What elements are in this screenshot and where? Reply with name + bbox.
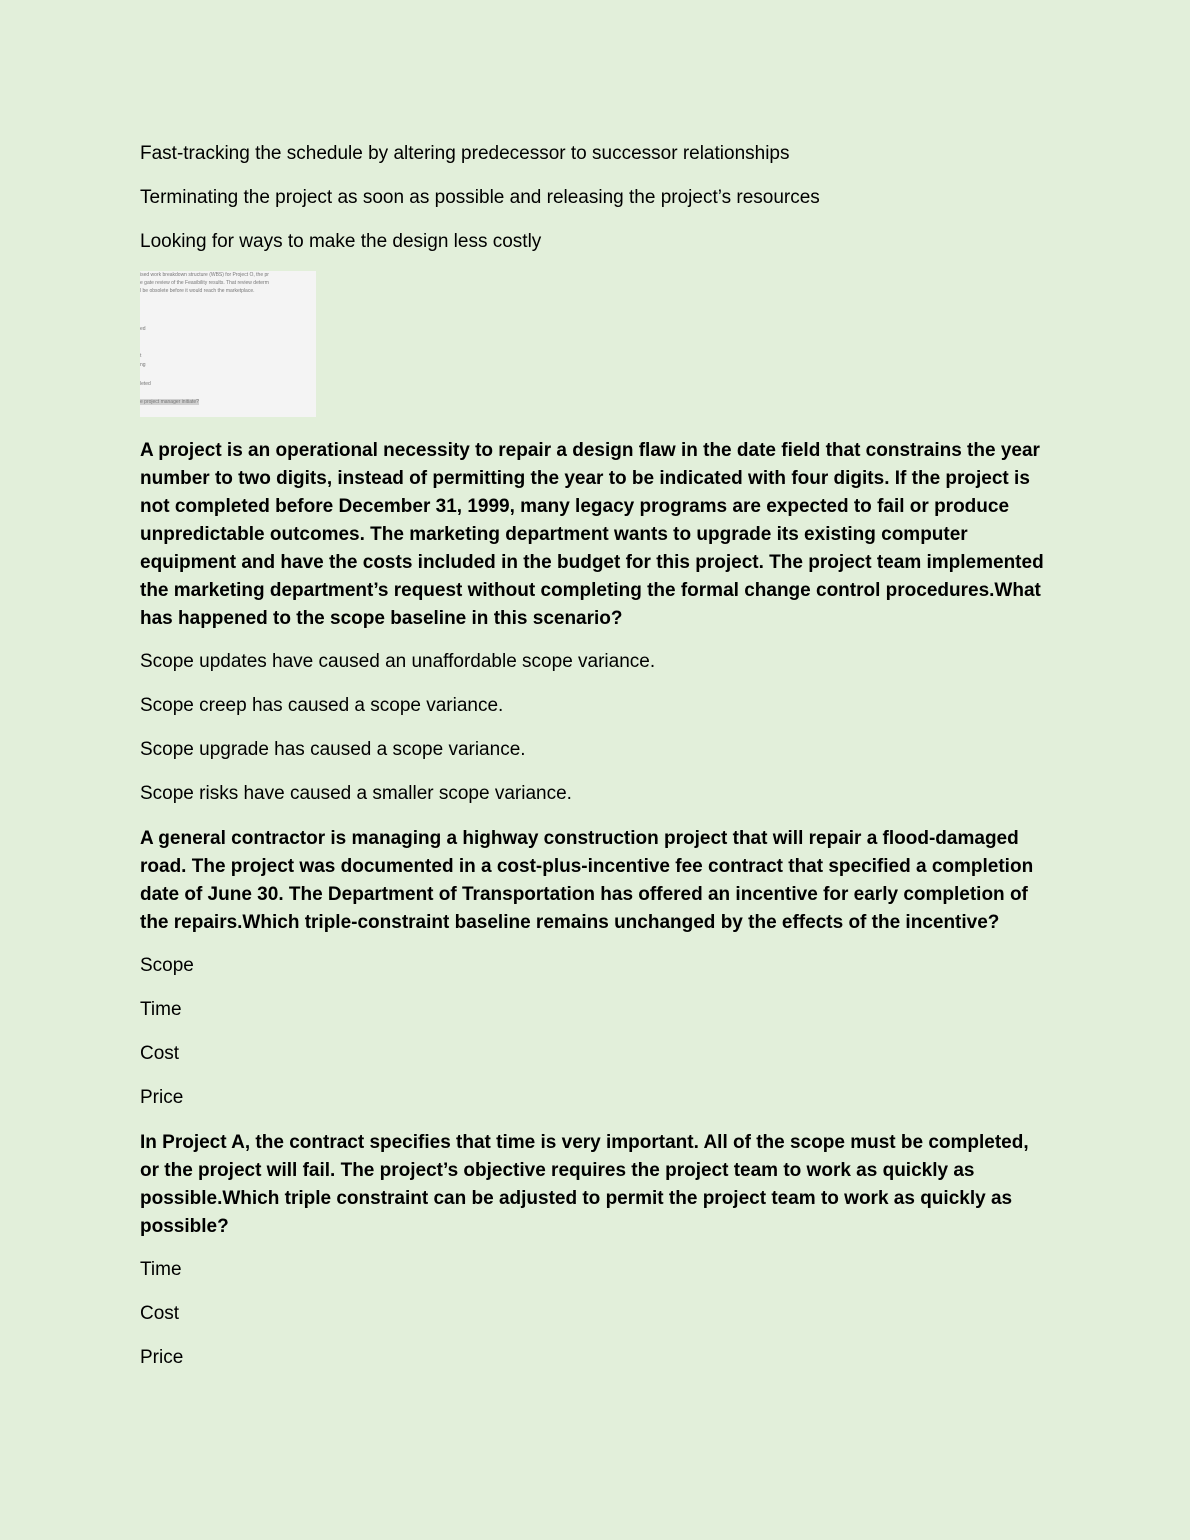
thumbnail-text-line: ised work breakdown structure (WBS) for Project O, the pr <box>140 272 269 278</box>
embedded-screenshot-thumbnail <box>140 271 316 417</box>
answer-option: Scope upgrade has caused a scope variance. <box>140 739 526 760</box>
answer-option: Price <box>140 1347 184 1368</box>
answer-option: Looking for ways to make the design less costly <box>140 231 542 252</box>
answer-option: Time <box>140 999 182 1020</box>
thumbnail-text-line: l be obsolete before it would reach the marketplace. <box>140 288 255 294</box>
thumbnail-highlight: e project manager initiate? <box>140 399 199 405</box>
thumbnail-text-line <box>140 399 199 405</box>
thumbnail-text-line: ed <box>140 326 146 332</box>
question-text: A general contractor is managing a highway construction project that will repair a flood-damaged road. The project was documented in a cost-plus-incentive fee contract that specified a completion date of June 30. The Department of Transportation has offered an incentive for early completion of the repairs.Which triple-constraint baseline remains unchanged by the effects of the incentive? <box>140 828 1034 933</box>
thumbnail-text-line: e gate review of the Feasibility results. That review determ <box>140 280 269 286</box>
document-page <box>140 141 1050 1389</box>
answer-option: Time <box>140 1259 182 1280</box>
answer-option: Price <box>140 1087 184 1108</box>
thumbnail-text-line: leted <box>140 381 151 387</box>
answer-option: Scope <box>140 955 194 976</box>
answer-option: Fast-tracking the schedule by altering predecessor to successor relationships <box>140 143 790 164</box>
answer-option: Cost <box>140 1043 180 1064</box>
answer-option: Scope risks have caused a smaller scope variance. <box>140 783 572 804</box>
answer-option: Cost <box>140 1303 180 1324</box>
thumbnail-text-line: t <box>140 353 142 359</box>
thumbnail-text-line: ng <box>140 362 146 368</box>
question-text: In Project A, the contract specifies that time is very important. All of the scope must be completed, or the project will fail. The project’s objective requires the project team to work as quickly as possible.Which triple constraint can be adjusted to permit the project team to work as quickly as possible? <box>140 1132 1029 1237</box>
answer-option: Terminating the project as soon as possible and releasing the project’s resources <box>140 187 820 208</box>
answer-option: Scope updates have caused an unaffordable scope variance. <box>140 651 656 672</box>
answer-option: Scope creep has caused a scope variance. <box>140 695 504 716</box>
question-text: A project is an operational necessity to repair a design flaw in the date field that constrains the year number to two digits, instead of permitting the year to be indicated with four digits. If the project is not completed before December 31, 1999, many legacy programs are expected to fail or produce unpredictable outcomes. The marketing department wants to upgrade its existing computer equipment and have the costs included in the budget for this project. The project team implemented the marketing department’s request without completing the formal change control procedures.What has happened to the scope baseline in this scenario? <box>140 440 1044 629</box>
